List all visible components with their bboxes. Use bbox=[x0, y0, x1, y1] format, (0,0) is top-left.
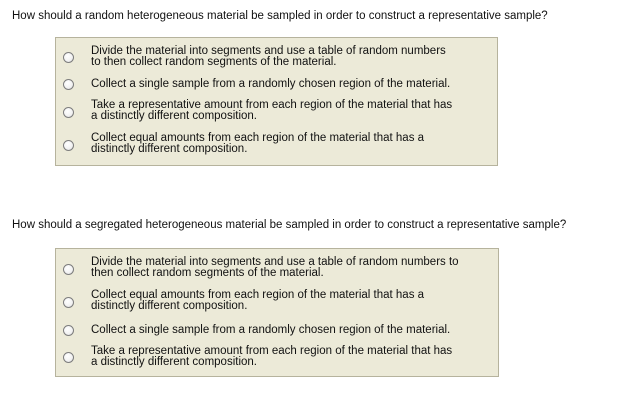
question-2-prompt: How should a segregated heterogeneous material be sampled in order to construct a representative sample? bbox=[12, 219, 567, 231]
question-1-option-4[interactable] bbox=[56, 132, 497, 158]
radio-button[interactable] bbox=[63, 107, 74, 118]
radio-button[interactable] bbox=[63, 297, 74, 308]
radio-button[interactable] bbox=[63, 352, 74, 363]
radio-button[interactable] bbox=[63, 79, 74, 90]
question-1-option-1[interactable] bbox=[56, 44, 497, 70]
option-label: Collect equal amounts from each region of the material that has a distinctly different composition. bbox=[91, 289, 425, 312]
question-2-option-2[interactable] bbox=[56, 288, 498, 314]
radio-button[interactable] bbox=[63, 140, 74, 151]
radio-button[interactable] bbox=[63, 264, 74, 275]
option-label: Collect a single sample from a randomly chosen region of the material. bbox=[91, 324, 451, 336]
question-1-options bbox=[55, 37, 498, 166]
option-label: Collect a single sample from a randomly chosen region of the material. bbox=[91, 78, 451, 90]
radio-button[interactable] bbox=[63, 325, 74, 336]
question-2-options bbox=[55, 248, 499, 377]
question-1-option-3[interactable] bbox=[56, 98, 497, 124]
question-1-option-2[interactable] bbox=[56, 76, 497, 94]
question-2-option-3[interactable] bbox=[56, 322, 498, 340]
option-label: Take a representative amount from each region of the material that has a distinctly different composition. bbox=[91, 99, 453, 122]
option-label: Collect equal amounts from each region of the material that has a distinctly different composition. bbox=[91, 132, 425, 155]
option-label: Take a representative amount from each region of the material that has a distinctly different composition. bbox=[91, 345, 453, 368]
radio-button[interactable] bbox=[63, 52, 74, 63]
question-1-prompt: How should a random heterogeneous material be sampled in order to construct a representative sample? bbox=[12, 10, 548, 22]
option-label: Divide the material into segments and use a table of random numbers to then collect random segments of the material. bbox=[91, 45, 446, 68]
option-label: Divide the material into segments and use a table of random numbers to then collect random segments of the material. bbox=[91, 256, 459, 279]
question-2-option-1[interactable] bbox=[56, 255, 498, 281]
question-2-option-4[interactable] bbox=[56, 343, 498, 369]
